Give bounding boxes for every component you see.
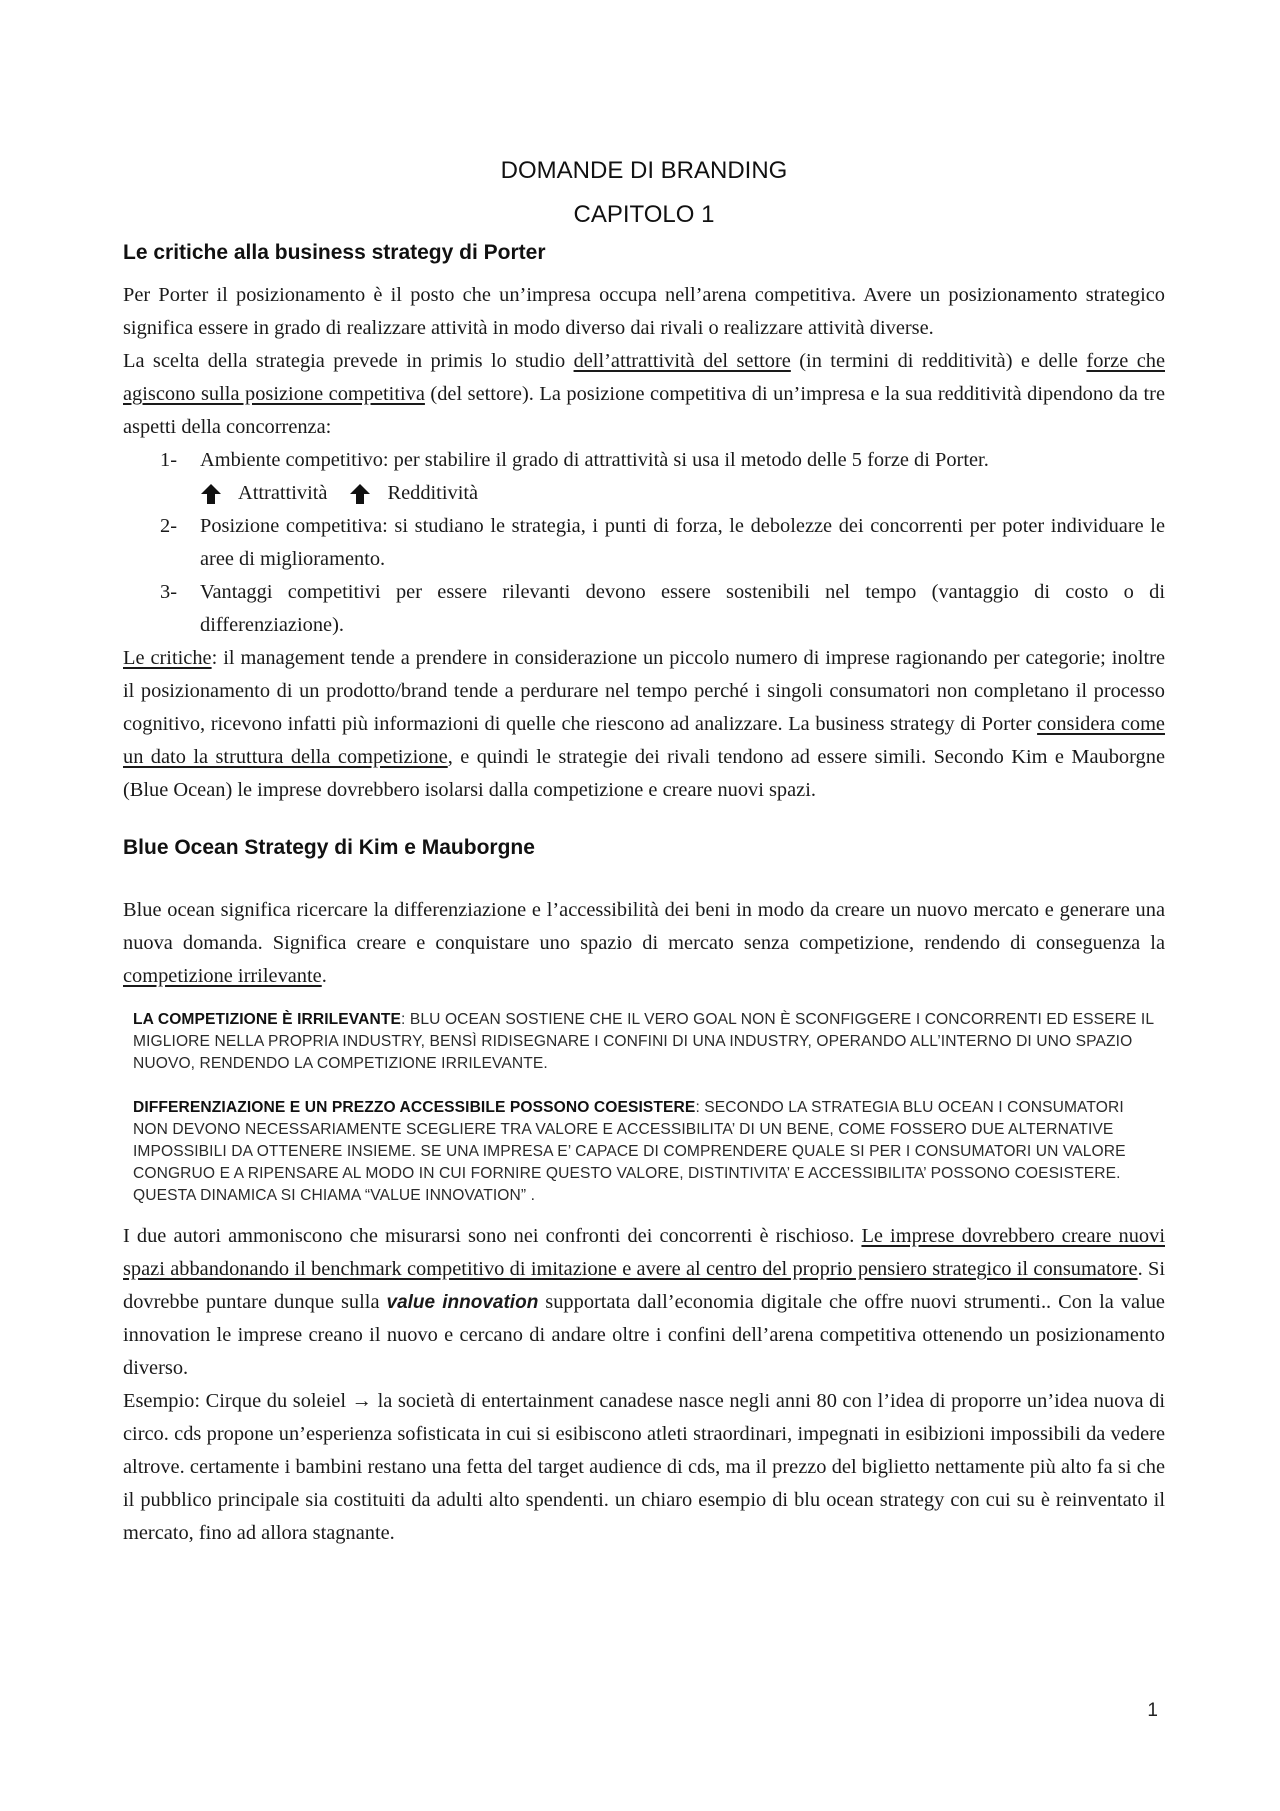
paragraph-porter-positioning: Per Porter il posizionamento è il posto che un’impresa occupa nell’arena competitiva. Avere un posizionamento strategico significa essere in grado di realizzare attività in modo diverso dai rivali o realizzare attività diverse. — [123, 284, 1165, 339]
document-page — [123, 150, 1165, 1550]
arrow-label-attrattivita: Attrattività — [238, 482, 328, 504]
list-item: 1- Ambiente competitivo: per stabilire il grado di attrattività si usa il metodo delle 5 forze di Porter. Attrattività Redditività — [123, 444, 1165, 510]
paragraph-strategy-choice: La scelta della strategia prevede in primis lo studio dell’attrattività del settore (in termini di redditività) e delle forze che agiscono sulla posizione competitiva (del settore). La posizione competitiva di un’impresa e la sua redditività dipendono da tre aspetti della concorrenza: — [123, 350, 1165, 438]
callout-differenziazione: DIFFERENZIAZIONE E UN PREZZO ACCESSIBILE POSSONO COESISTERE: SECONDO LA STRATEGIA BLU OCEAN I CONSUMATORI NON DEVONO NECESSARIAMENTE SCEGLIERE TRA VALORE E ACCESSIBILITA’ DI UN BENE, COME FOSSERO DUE ALTERNATIVE IMPOSSIBILI DA OTTENERE INSIEME. SE UNA IMPRESA E’ CAPACE DI COMPRENDERE QUALE SI PER I CONSUMATORI UN VALORE CONGRUO E A RIPENSARE AL MODO IN CUI FORNIRE QUESTO VALORE, DISTINTIVITA’ E ACCESSIBILITA’ POSSONO COESISTERE. QUESTA DINAMICA SI CHIAMA “VALUE INNOVATION” . — [133, 1099, 1126, 1204]
underlined-text: Le critiche — [123, 647, 212, 669]
section-heading-blue-ocean: Blue Ocean Strategy di Kim e Mauborgne — [123, 836, 535, 859]
arrow-line — [200, 477, 1165, 510]
page-number: 1 — [1147, 1700, 1158, 1721]
paragraph-autori: I due autori ammoniscono che misurarsi sono nei confronti dei concorrenti è rischioso. Le imprese dovrebbero creare nuovi spazi abbandonando il benchmark competitivo di imitazione e avere al centro del proprio pensiero strategico il consumatore. Si dovrebbe puntare dunque sulla value innovation supportata dall’economia digitale che offre nuovi strumenti.. Con la value innovation le imprese creano il nuovo e cercano di andare oltre i confini dell’arena competitiva ottenendo un posizionamento diverso. — [123, 1225, 1166, 1379]
chapter-title: CAPITOLO 1 — [573, 201, 715, 228]
up-arrow-icon — [200, 483, 222, 505]
paragraph-esempio: Esempio: Cirque du soleiel → la società di entertainment canadese nasce negli anni 80 con l’idea di proporre un’idea nuova di circo. cds propone un’esperienza sofisticata in cui si esibiscono atleti straordinari, impegnati in esibizioni impossibili da vedere altrove. certamente i bambini restano una fetta del target audience di cds, ma il prezzo del biglietto nettamente più alto fa si che il pubblico principale sia costituiti da adulti alto spendenti. un chiaro esempio di blu ocean strategy con cui su è reinventato il mercato, fino ad allora stagnante. — [123, 1390, 1165, 1544]
paragraph-blue-ocean: Blue ocean significa ricercare la differenziazione e l’accessibilità dei beni in modo da creare un nuovo mercato e generare una nuova domanda. Significa creare e conquistare uno spazio di mercato senza competizione, rendendo di conseguenza la competizione irrilevante. — [123, 899, 1165, 987]
list-item: 3- Vantaggi competitivi per essere rilevanti devono essere sostenibili nel tempo (vantaggio di costo o di differenziazione). — [160, 581, 1165, 636]
arrow-label-redditivita: Redditività — [387, 482, 479, 504]
callout-competizione-irrilevante: LA COMPETIZIONE È IRRILEVANTE: BLU OCEAN SOSTIENE CHE IL VERO GOAL NON È SCONFIGGERE I CONCORRENTI ED ESSERE IL MIGLIORE NELLA PROPRIA INDUSTRY, BENSÌ RIDISEGNARE I CONFINI DI UNA INDUSTRY, OPERANDO ALL’INTERNO DI UNO SPAZIO NUOVO, RENDENDO LA COMPETIZIONE IRRILEVANTE. — [133, 1011, 1154, 1072]
underlined-text: considera come un dato la struttura della competizione — [123, 713, 1165, 768]
value-innovation-emphasis: value innovation — [386, 1292, 539, 1313]
list-item: 2- Posizione competitiva: si studiano le strategia, i punti di forza, le debolezze dei concorrenti per poter individuare le aree di miglioramento. — [160, 515, 1165, 570]
paragraph-critiche: Le critiche: il management tende a prendere in considerazione un piccolo numero di imprese ragionando per categorie; inoltre il posizionamento di un prodotto/brand tende a perdurare nel tempo perché i singoli consumatori non completano il processo cognitivo, ricevono infatti più informazioni di quelle che riescono ad analizzare. La business strategy di Porter considera come un dato la struttura della competizione, e quindi le strategie dei rivali tendono ad essere simili. Secondo Kim e Mauborgne (Blue Ocean) le imprese dovrebbero isolarsi dalla competizione e creare nuovi spazi. — [123, 647, 1165, 801]
underlined-text: Le imprese dovrebbero creare nuovi spazi abbandonando il benchmark competitivo di imitazione e avere al centro del proprio pensiero strategico il consumatore — [123, 1225, 1165, 1280]
underlined-text: forze che agiscono sulla posizione competitiva — [123, 350, 1165, 405]
numbered-list — [123, 444, 1165, 642]
document-title: DOMANDE DI BRANDING — [500, 157, 788, 184]
up-arrow-icon — [349, 483, 371, 505]
section-heading-porter: Le critiche alla business strategy di Porter — [123, 241, 546, 264]
underlined-text: dell’attrattività del settore — [573, 350, 791, 372]
underlined-text: competizione irrilevante — [123, 965, 322, 987]
